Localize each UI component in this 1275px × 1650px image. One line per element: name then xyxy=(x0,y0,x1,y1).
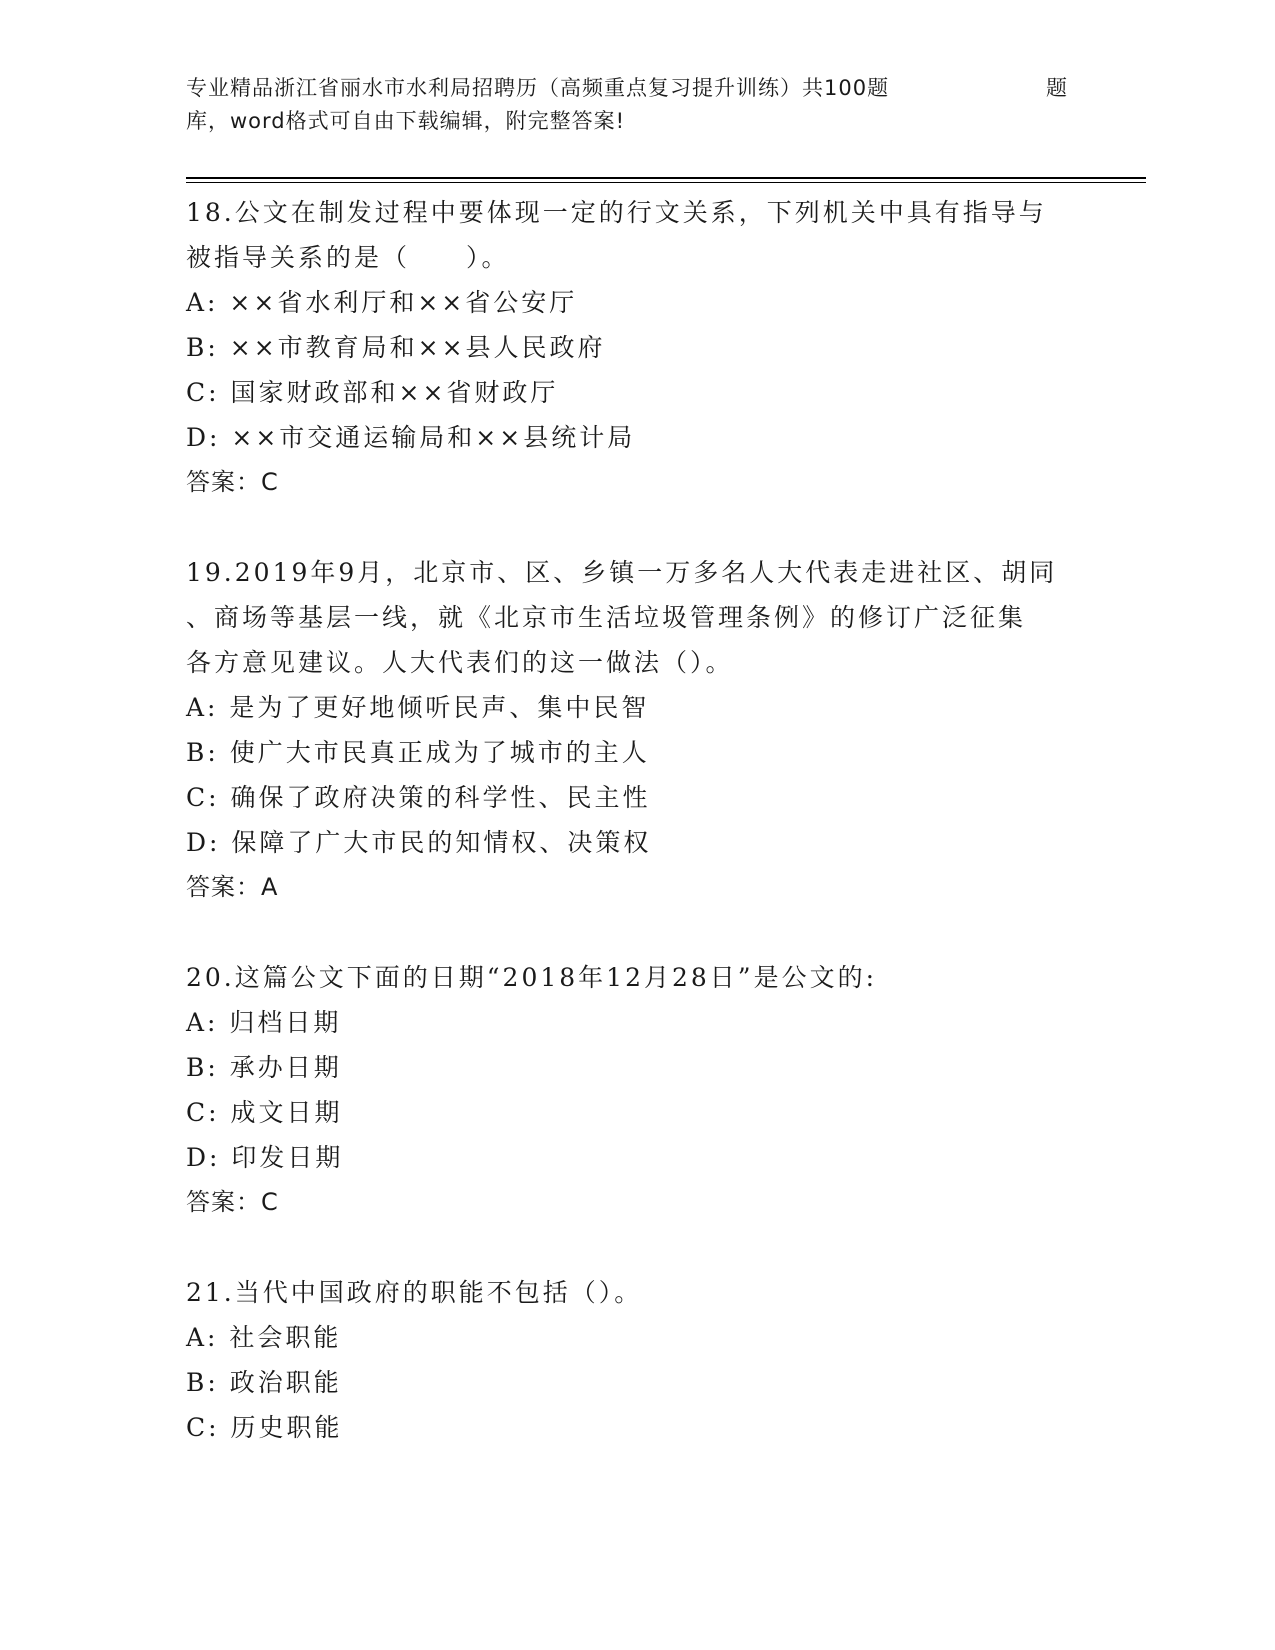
answer: 答案：C xyxy=(186,468,279,496)
option-a: A: 是为了更好地倾听民声、集中民智 xyxy=(186,693,650,722)
option-c: C: 国家财政部和××省财政厅 xyxy=(186,378,559,407)
question-line: 各方意见建议。人大代表们的这一做法（）。 xyxy=(186,648,734,677)
question-line: 21.当代中国政府的职能不包括（）。 xyxy=(186,1278,643,1307)
option-a: A: ××省水利厅和××省公安厅 xyxy=(186,288,578,317)
option-a: A: 社会职能 xyxy=(186,1323,342,1352)
option-b: B: 承办日期 xyxy=(186,1053,342,1082)
question-list xyxy=(186,190,1086,1495)
answer: 答案：C xyxy=(186,1188,279,1216)
header-line-1 xyxy=(186,72,1086,105)
option-b: B: 使广大市民真正成为了城市的主人 xyxy=(186,738,650,767)
option-c: C: 确保了政府决策的科学性、民主性 xyxy=(186,783,651,812)
option-b: B: ××市教育局和××县人民政府 xyxy=(186,333,606,362)
question-20 xyxy=(186,955,1086,1225)
option-d: D: ××市交通运输局和××县统计局 xyxy=(186,423,636,452)
question-line: 被指导关系的是（ ）。 xyxy=(186,243,510,272)
option-b: B: 政治职能 xyxy=(186,1368,342,1397)
header-divider-thin xyxy=(186,182,1146,183)
header-title-tail: 题 xyxy=(1046,76,1068,100)
header-title: 专业精品浙江省丽水市水利局招聘历（高频重点复习提升训练）共100题 xyxy=(186,76,890,100)
question-line: 20.这篇公文下面的日期“2018年12月28日”是公文的: xyxy=(186,963,877,992)
header-divider xyxy=(186,177,1146,179)
header-line-2: 库，word格式可自由下载编辑，附完整答案! xyxy=(186,109,626,133)
question-19 xyxy=(186,550,1086,910)
document-header xyxy=(186,72,1086,138)
question-line: 18.公文在制发过程中要体现一定的行文关系，下列机关中具有指导与 xyxy=(186,198,1047,227)
question-line: 19.2019年9月，北京市、区、乡镇一万多名人大代表走进社区、胡同 xyxy=(186,558,1058,587)
answer: 答案：A xyxy=(186,873,279,901)
option-d: D: 印发日期 xyxy=(186,1143,344,1172)
option-a: A: 归档日期 xyxy=(186,1008,342,1037)
question-line: 、商场等基层一线，就《北京市生活垃圾管理条例》的修订广泛征集 xyxy=(186,603,1027,632)
option-c: C: 成文日期 xyxy=(186,1098,343,1127)
question-21 xyxy=(186,1270,1086,1450)
question-18 xyxy=(186,190,1086,505)
option-d: D: 保障了广大市民的知情权、决策权 xyxy=(186,828,652,857)
option-c: C: 历史职能 xyxy=(186,1413,343,1442)
